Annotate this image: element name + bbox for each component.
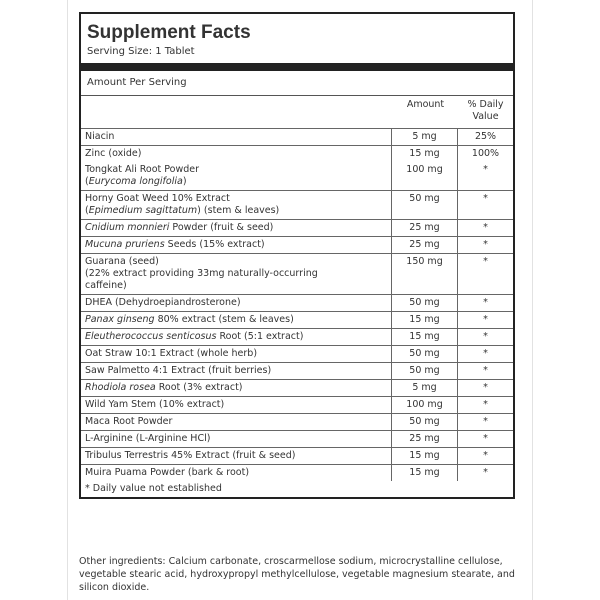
ingredient-name: Saw Palmetto 4:1 Extract (fruit berries) xyxy=(85,365,272,376)
table-row xyxy=(81,191,513,220)
table-row xyxy=(81,329,513,346)
ingredient-amount: 50 mg xyxy=(391,346,457,362)
ingredient-amount: 150 mg xyxy=(391,254,457,294)
ingredient-daily-value: 25% xyxy=(457,129,513,145)
name-detail: caffeine) xyxy=(85,280,127,291)
ingredient-daily-value: * xyxy=(457,162,513,190)
latin-name: Mucuna pruriens xyxy=(85,239,165,250)
name-suffix: 80% extract (stem & leaves) xyxy=(154,314,294,325)
ingredient-amount: 15 mg xyxy=(391,146,457,162)
ingredient-amount: 5 mg xyxy=(391,129,457,145)
ingredient-daily-value: * xyxy=(457,191,513,219)
daily-value-header-line2: Value xyxy=(472,111,499,122)
amount-header: Amount xyxy=(406,99,445,110)
right-divider xyxy=(532,0,533,600)
panel-title: Supplement Facts xyxy=(87,22,251,43)
ingredient-daily-value: 100% xyxy=(457,146,513,162)
ingredient-amount: 50 mg xyxy=(391,363,457,379)
table-row xyxy=(81,414,513,431)
table-row xyxy=(81,397,513,414)
latin-name: Eleutherococcus senticosus xyxy=(85,331,217,342)
column-header-row xyxy=(81,96,513,129)
table-row xyxy=(81,380,513,397)
name-text: Guarana (seed) xyxy=(85,256,159,267)
footnote: * Daily value not established xyxy=(85,483,222,494)
ingredient-name xyxy=(81,220,391,236)
ingredient-daily-value: * xyxy=(457,465,513,481)
ingredient-daily-value: * xyxy=(457,329,513,345)
ingredient-amount: 15 mg xyxy=(391,312,457,328)
ingredient-daily-value: * xyxy=(457,220,513,236)
latin-name: Cnidium monnieri xyxy=(85,222,170,233)
ingredient-name xyxy=(81,380,391,396)
table-row xyxy=(81,346,513,363)
serving-size: Serving Size: 1 Tablet xyxy=(87,46,195,57)
footnote-row xyxy=(81,481,513,497)
ingredient-name: Wild Yam Stem (10% extract) xyxy=(85,399,225,410)
table-row xyxy=(81,363,513,380)
ingredient-name: Oat Straw 10:1 Extract (whole herb) xyxy=(85,348,258,359)
name-suffix: Root (5:1 extract) xyxy=(216,331,304,342)
ingredient-daily-value: * xyxy=(457,363,513,379)
table-row xyxy=(81,237,513,254)
header-spacer xyxy=(81,96,393,128)
ingredient-daily-value: * xyxy=(457,295,513,311)
vitamin-rows xyxy=(81,129,513,162)
table-row xyxy=(81,295,513,312)
name-detail: (22% extract providing 33mg naturally-occurring xyxy=(85,268,318,279)
ingredient-amount: 15 mg xyxy=(391,329,457,345)
left-divider xyxy=(67,0,68,600)
ingredient-name xyxy=(81,237,391,253)
ingredient-name: Muira Puama Powder (bark & root) xyxy=(85,467,250,478)
ingredient-daily-value: * xyxy=(457,346,513,362)
table-row xyxy=(81,465,513,481)
ingredient-daily-value: * xyxy=(457,414,513,430)
latin-name: Eurycoma longifolia xyxy=(88,176,183,187)
name-suffix: Powder (fruit & seed) xyxy=(169,222,274,233)
ingredient-name: DHEA (Dehydroepiandrosterone) xyxy=(85,297,241,308)
table-row xyxy=(81,448,513,465)
ingredient-name xyxy=(81,254,391,294)
ingredient-daily-value: * xyxy=(457,380,513,396)
other-ingredients: Other ingredients: Calcium carbonate, croscarmellose sodium, microcrystalline cellulose, vegetable stearic acid, hydroxypropyl methylcellulose, vegetable magnesium stearate, and silicon dioxide. xyxy=(79,556,515,593)
table-row xyxy=(81,431,513,448)
ingredient-amount: 25 mg xyxy=(391,431,457,447)
ingredient-rows xyxy=(81,162,513,481)
table-row xyxy=(81,254,513,295)
table-row xyxy=(81,129,513,146)
name-text: Horny Goat Weed 10% Extract xyxy=(85,193,230,204)
ingredient-name: Tongkat Ali Root Powder (Eurycoma longifolia) xyxy=(85,164,200,187)
table-row xyxy=(81,312,513,329)
ingredient-amount: 50 mg xyxy=(391,191,457,219)
name-suffix: Root (3% extract) xyxy=(155,382,243,393)
ingredient-amount: 15 mg xyxy=(391,448,457,464)
ingredient-daily-value: * xyxy=(457,237,513,253)
ingredient-daily-value: * xyxy=(457,254,513,294)
table-row xyxy=(81,146,513,162)
daily-value-header-line1: % Daily xyxy=(467,99,504,110)
supplement-facts-panel xyxy=(79,12,515,499)
table-row xyxy=(81,162,513,191)
ingredient-amount: 100 mg xyxy=(391,397,457,413)
ingredient-amount: 25 mg xyxy=(391,220,457,236)
latin-name: Panax ginseng xyxy=(85,314,155,325)
ingredient-daily-value: * xyxy=(457,312,513,328)
ingredient-name: Niacin xyxy=(85,131,115,142)
ingredient-name: L-Arginine (L-Arginine HCl) xyxy=(85,433,211,444)
daily-value-header xyxy=(458,96,513,128)
ingredient-amount: 50 mg xyxy=(391,414,457,430)
latin-name: Rhodiola rosea xyxy=(85,382,156,393)
ingredient-daily-value: * xyxy=(457,397,513,413)
amount-per-serving: Amount Per Serving xyxy=(81,71,513,96)
ingredient-daily-value: * xyxy=(457,431,513,447)
ingredient-name: Zinc (oxide) xyxy=(85,148,142,159)
ingredient-amount: 25 mg xyxy=(391,237,457,253)
ingredient-name xyxy=(81,329,391,345)
ingredient-amount: 5 mg xyxy=(391,380,457,396)
table-row xyxy=(81,220,513,237)
ingredient-name xyxy=(81,312,391,328)
latin-name: Epimedium sagittatum xyxy=(88,205,198,216)
ingredient-name: Horny Goat Weed 10% Extract (Epimedium sagittatum) (stem & leaves) xyxy=(85,193,280,216)
ingredient-amount: 100 mg xyxy=(391,162,457,190)
ingredient-name: Tribulus Terrestris 45% Extract (fruit & seed) xyxy=(85,450,296,461)
name-suffix: (stem & leaves) xyxy=(200,205,280,216)
ingredient-name: Maca Root Powder xyxy=(85,416,173,427)
name-suffix: Seeds (15% extract) xyxy=(164,239,265,250)
ingredient-daily-value: * xyxy=(457,448,513,464)
thick-divider xyxy=(81,63,513,71)
ingredient-amount: 15 mg xyxy=(391,465,457,481)
ingredient-amount: 50 mg xyxy=(391,295,457,311)
name-text: Tongkat Ali Root Powder xyxy=(85,164,200,175)
